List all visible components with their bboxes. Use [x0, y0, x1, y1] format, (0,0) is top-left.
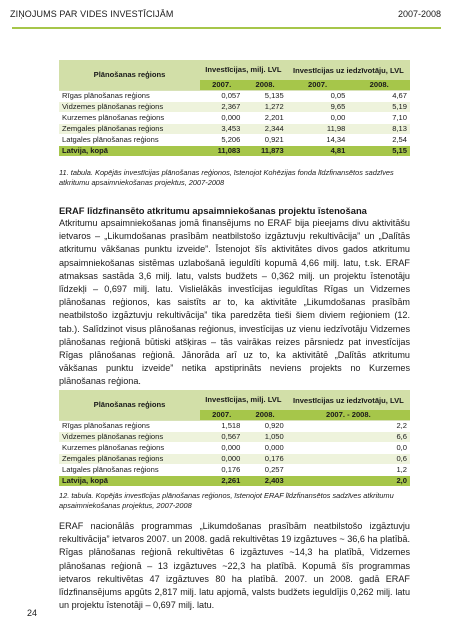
table-row [59, 432, 410, 443]
table-row [59, 113, 410, 124]
page-header [0, 0, 453, 27]
value-cell: 14,34 [287, 135, 349, 146]
value-cell: 0,921 [243, 135, 286, 146]
region-cell: Rīgas plānošanas reģions [59, 91, 200, 102]
value-cell: 9,65 [287, 102, 349, 113]
value-cell: 5,135 [243, 91, 286, 102]
table2-year: 2007. - 2008. [287, 410, 410, 421]
value-cell: 0,000 [200, 113, 243, 124]
value-cell: 2,201 [243, 113, 286, 124]
table2-year: 2008. [243, 410, 286, 421]
value-cell: 1,2 [287, 465, 410, 476]
table-row [59, 135, 410, 146]
value-cell: 0,567 [200, 432, 243, 443]
paragraph-2: ERAF nacionālās programmas „Likumdošanas prasībām neatbilstošo izgāztuvju rekultivācija” ietvaros 2007. un 2008. gadā rekultivētas 19 izgāztuves ~ 36,6 ha platībā. Rīgas plānošanas reģionā rekultivētas 6 izgāztuves ~14,3 ha platībā, Vidzemes plānošanas reģionā – 13 izgāztuves ~22,3 ha platībā. Kopumā šīs programmas ietvaros rekultivētas 47 izgāztuves 80 ha platībā. 2007. un 2008. gadā ERAF līdzfinansējums apgūts 2,817 milj. latu apjomā, valsts budžets ieguldījis 0,262 milj. latu un projektu īstenotāji – 0,697 milj. latu. [59, 521, 410, 611]
table1-year: 2007. [200, 80, 243, 91]
total-value: 2,0 [287, 476, 410, 487]
table-11 [59, 60, 410, 157]
region-cell: Vidzemes plānošanas reģions [59, 432, 200, 443]
value-cell: 0,000 [200, 443, 243, 454]
document-title: ZIŅOJUMS PAR VIDES INVESTĪCIJĀM [10, 9, 174, 19]
table1-per-capita-header: Investīcijas uz iedzīvotāju, LVL [287, 60, 410, 80]
value-cell: 8,13 [348, 124, 410, 135]
table1-investment-header: Investīcijas, milj. LVL [200, 60, 287, 80]
value-cell: 5,19 [348, 102, 410, 113]
value-cell: 5,206 [200, 135, 243, 146]
table-12 [59, 390, 410, 487]
value-cell: 0,00 [287, 113, 349, 124]
value-cell: 0,6 [287, 454, 410, 465]
value-cell: 0,0 [287, 443, 410, 454]
value-cell: 0,05 [287, 91, 349, 102]
table2-year: 2007. [200, 410, 243, 421]
value-cell: 0,000 [200, 454, 243, 465]
value-cell: 2,54 [348, 135, 410, 146]
value-cell: 4,67 [348, 91, 410, 102]
table2-caption: 12. tabula. Kopējās investīcijas plānošanas reģionos, īstenojot ERAF līdzfinansētos sadzīves atkritumu apsaimniekošanas projektus, 2007-2008 [59, 491, 394, 510]
total-row [59, 146, 410, 157]
value-cell: 2,367 [200, 102, 243, 113]
total-value: 4,81 [287, 146, 349, 157]
value-cell: 2,2 [287, 421, 410, 432]
region-cell: Kurzemes plānošanas reģions [59, 443, 200, 454]
page-number: 24 [27, 608, 38, 618]
value-cell: 0,176 [200, 465, 243, 476]
value-cell: 7,10 [348, 113, 410, 124]
table-row [59, 91, 410, 102]
region-cell: Vidzemes plānošanas reģions [59, 102, 200, 113]
value-cell: 11,98 [287, 124, 349, 135]
region-cell: Kurzemes plānošanas reģions [59, 113, 200, 124]
total-label: Latvija, kopā [59, 146, 200, 157]
table-row [59, 465, 410, 476]
value-cell: 1,518 [200, 421, 243, 432]
total-value: 2,261 [200, 476, 243, 487]
region-cell: Latgales plānošanas reģions [59, 465, 200, 476]
table1-year: 2008. [243, 80, 286, 91]
table2-investment-header: Investīcijas, milj. LVL [200, 390, 287, 410]
document-years: 2007-2008 [397, 9, 441, 19]
paragraph-1: Atkritumu apsaimniekošanas jomā finansējums no ERAF bija pieejams divu aktivitāšu ietvaros – „Likumdošanas prasībām neatbilstošo izgāztuvju rekultivācija” un „Dalītās atkritumu vākšanas punktu izveide”. Īstenojot šīs aktivitātes divos gados atkritumu apsaimniekošanas sistēmas uzlabošanā ieguldīti kopumā 4,66 milj. latu, t.sk. ERAF atmaksas sastāda 3,6 milj. latu, valsts budžets – 0,362 milj. un projektu īstenotāju līdzekļi – 0,697 milj. latu. Vislielākās investīcijas ieguldītas Rīgas un Vidzemes plānošanas reģionos, kas saistīts ar to, ka aktivitāte „Likumdošanas prasībām neatbilstošo izgāztuvju rekultivācija” tika paredzēta tieši šiem diviem reģioniem (12. tab.). Salīdzinot visus plānošanas reģionus, investīcijas uz vienu iedzīvotāju Vidzemes plānošanas reģionā būtiski atšķiras – tās vairākas reizes pārsniedz pat investīcijas Rīgas plānošanas reģionā. Jānorāda arī uz to, ka aktivitātē „Dalītās atkritumu vākšanas punktu izveide” netika apstiprināts neviens projekts no Kurzemes plānošanas reģiona. [59, 218, 410, 387]
total-value: 11,083 [200, 146, 243, 157]
table-row [59, 421, 410, 432]
table2-region-header: Plānošanas reģions [59, 390, 200, 421]
value-cell: 1,050 [243, 432, 286, 443]
total-value: 5,15 [348, 146, 410, 157]
region-cell: Zemgales plānošanas reģions [59, 454, 200, 465]
value-cell: 0,257 [243, 465, 286, 476]
table-row [59, 454, 410, 465]
table1-year: 2007. [287, 80, 349, 91]
table-row [59, 443, 410, 454]
total-row [59, 476, 410, 487]
value-cell: 0,000 [243, 443, 286, 454]
header-rule [12, 27, 441, 29]
table2-per-capita-header: Investīcijas uz iedzīvotāju, LVL [287, 390, 410, 410]
total-value: 11,873 [243, 146, 286, 157]
value-cell: 2,344 [243, 124, 286, 135]
section-heading: ERAF līdzfinansēto atkritumu apsaimniekošanas projektu īstenošana [59, 205, 367, 216]
table-row [59, 102, 410, 113]
value-cell: 1,272 [243, 102, 286, 113]
table-row [59, 124, 410, 135]
table1-caption: 11. tabula. Kopējās investīcijas plānošanas reģionos, īstenojot Kohēzijas fonda līdzfinansētos sadzīves atkritumu apsaimniekošanas projektus, 2007-2008 [59, 168, 394, 187]
value-cell: 0,176 [243, 454, 286, 465]
total-value: 2,403 [243, 476, 286, 487]
value-cell: 3,453 [200, 124, 243, 135]
region-cell: Zemgales plānošanas reģions [59, 124, 200, 135]
region-cell: Latgales plānošanas reģions [59, 135, 200, 146]
value-cell: 0,920 [243, 421, 286, 432]
value-cell: 6,6 [287, 432, 410, 443]
table1-year: 2008. [348, 80, 410, 91]
region-cell: Rīgas plānošanas reģions [59, 421, 200, 432]
total-label: Latvija, kopā [59, 476, 200, 487]
table1-region-header: Plānošanas reģions [59, 60, 200, 91]
value-cell: 0,057 [200, 91, 243, 102]
